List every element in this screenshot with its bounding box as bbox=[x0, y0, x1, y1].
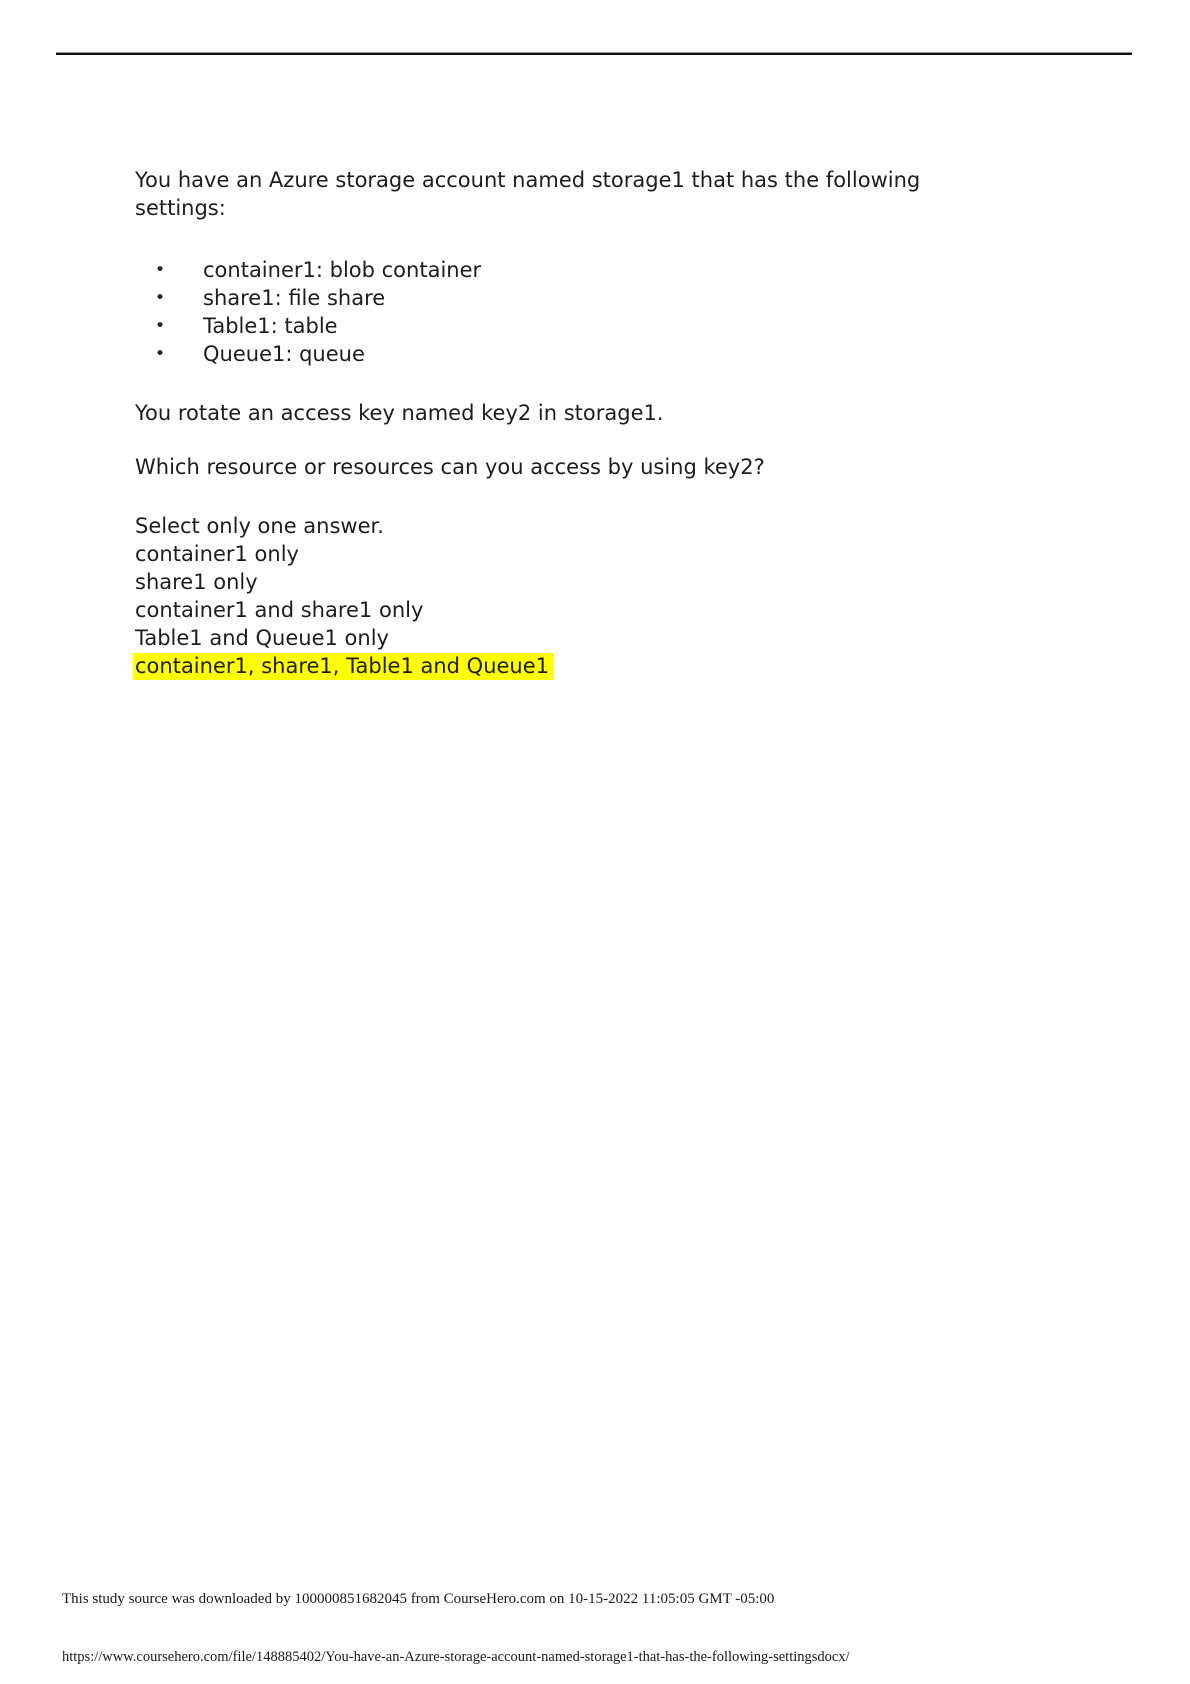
download-attribution-text: This study source was downloaded by 100000851682045 from CourseHero.com on 10-15-2022 11:05:05 GMT -05:00 bbox=[62, 1591, 775, 1607]
bullet-item bbox=[135, 256, 1035, 284]
bullet-item-label: Queue1: queue bbox=[203, 342, 365, 366]
answer-option-selected-row bbox=[135, 652, 1035, 680]
select-instruction: Select only one answer. bbox=[135, 514, 384, 538]
bullet-icon: • bbox=[155, 260, 166, 280]
coursehero-document-link[interactable]: https://www.coursehero.com/file/148885402/You-have-an-Azure-storage-account-named-storage1-that-has-the-following-settingsdocx/ bbox=[62, 1649, 850, 1665]
bullet-icon: • bbox=[155, 316, 166, 336]
bullet-item-label: Table1: table bbox=[203, 314, 338, 338]
answer-option: Table1 and Queue1 only bbox=[135, 626, 389, 650]
question-content bbox=[135, 166, 1035, 680]
bullet-icon: • bbox=[155, 288, 166, 308]
answer-option: container1 only bbox=[135, 542, 299, 566]
highlighted-answer: container1, share1, Table1 and Queue1 bbox=[133, 653, 554, 680]
question-prompt: Which resource or resources can you access by using key2? bbox=[135, 455, 765, 479]
bullet-icon: • bbox=[155, 344, 166, 364]
answer-option: share1 only bbox=[135, 570, 258, 594]
top-divider-rule bbox=[56, 53, 1132, 55]
answer-options bbox=[135, 512, 1035, 680]
bullet-item bbox=[135, 284, 1035, 312]
answer-option: container1 and share1 only bbox=[135, 598, 424, 622]
settings-bullet-list bbox=[135, 256, 1035, 368]
intro-line: You have an Azure storage account named storage1 that has the following bbox=[135, 168, 921, 192]
intro-line: settings: bbox=[135, 196, 226, 220]
bullet-item-label: share1: file share bbox=[203, 286, 386, 310]
bullet-item bbox=[135, 312, 1035, 340]
bullet-item-label: container1: blob container bbox=[203, 258, 482, 282]
question-intro bbox=[135, 166, 1035, 222]
bullet-item bbox=[135, 340, 1035, 368]
rotate-key-statement: You rotate an access key named key2 in storage1. bbox=[135, 401, 664, 425]
